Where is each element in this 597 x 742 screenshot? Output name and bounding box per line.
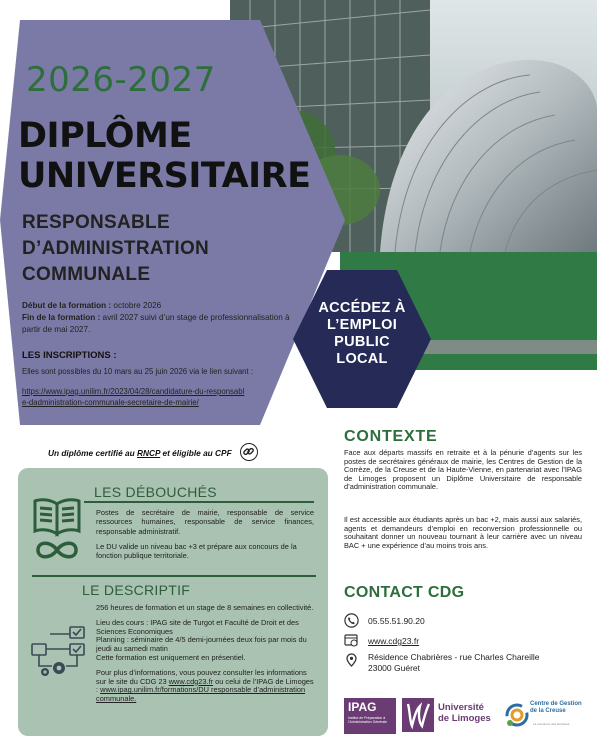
cdg-tagline: La ressource des territoires — [533, 722, 570, 726]
rncp-link[interactable]: RNCP — [136, 448, 161, 458]
universite-limoges-logo — [438, 702, 491, 724]
certification-line — [48, 448, 232, 458]
descriptif-body — [96, 604, 314, 704]
web-icon — [344, 633, 359, 648]
program-title-line2: D’ADMINISTRATION — [22, 238, 210, 259]
program-title — [22, 210, 209, 288]
banner-line4: LOCAL — [336, 351, 388, 367]
cdg-line2: de la Creuse — [530, 708, 566, 714]
certified-post: et éligible au CPF — [160, 448, 232, 458]
workflow-icon — [30, 624, 90, 680]
banner-line2: L’EMPLOI — [326, 317, 398, 333]
program-title-line1: RESPONSABLE — [22, 212, 170, 233]
ul-line2: de Limoges — [438, 713, 491, 724]
cdg-creuse-logo — [530, 701, 582, 715]
public-employment-banner — [292, 300, 432, 368]
descriptif-text-4: Cette formation est uniquement en présentiel. — [96, 652, 246, 662]
debouches-text-1: Postes de secrétaire de mairie, responsable de service ressources humaines, responsable de service finances, responsable administratif. — [96, 508, 314, 536]
universite-limoges-mark — [402, 698, 434, 732]
descriptif-divider — [32, 575, 316, 577]
phone-number[interactable]: 05.55.51.90.20 — [368, 616, 425, 626]
debouches-divider — [84, 501, 314, 503]
diploma-title — [18, 116, 311, 196]
descriptif-text-3: Planning : séminaire de 4/5 demi-journées deux fois par mois du jeudi au samedi matin — [96, 635, 307, 654]
cdg-line1: Centre de Gestion — [530, 701, 582, 707]
diploma-title-line2: UNIVERSITAIRE — [18, 156, 311, 196]
descriptif-text-2: Lieu des cours : IPAG site de Turgot et Faculté de Droit et des Sciences Economiques — [96, 617, 299, 636]
address-line2: 23000 Guéret — [368, 663, 420, 673]
end-value: avril 2027 suivi d’un stage de professionnalisation à partir de mai 2027. — [22, 313, 290, 334]
debouches-title: LES DÉBOUCHÉS — [94, 484, 217, 500]
start-value: octobre 2026 — [111, 301, 162, 310]
descriptif-text-5-pre: Pour plus d’informations, vous pouvez consulter les informations sur le site du CDG 23 — [96, 667, 307, 686]
contexte-title: CONTEXTE — [344, 428, 438, 445]
debouches-text-2: Le DU valide un niveau bac +3 et prépare aux concours de la fonction publique territoriale. — [96, 542, 297, 561]
inscriptions-heading: LES INSCRIPTIONS : — [22, 350, 117, 361]
descriptif-text-5-mid: ou celui de l’IPAG de Limoges : — [96, 676, 314, 695]
ipag-logo-name: IPAG — [348, 700, 377, 714]
inscriptions-text: Elles sont possibles du 10 mars au 25 juin 2026 via le lien suivant : — [22, 367, 254, 376]
location-pin-icon — [344, 653, 359, 668]
ipag-logo-sub: Institut de Préparation à l'Administration Générale — [348, 716, 387, 724]
descriptif-text-1: 256 heures de formation et un stage de 8 semaines en collectivité. — [96, 603, 314, 612]
inscriptions-link[interactable]: https://www.ipag.unilim.fr/2023/04/28/candidature-du-responsable-dadministration-communale-secretaire-de-mairie/ — [22, 387, 245, 407]
banner-line3: PUBLIC — [334, 334, 390, 350]
program-title-line3: COMMUNALE — [22, 264, 151, 285]
training-dates — [22, 300, 297, 336]
diploma-title-line1: DIPLÔME — [18, 116, 192, 156]
banner-line1: ACCÉDEZ À — [318, 300, 406, 316]
start-label: Début de la formation : — [22, 301, 112, 310]
contexte-text-2: Il est accessible aux étudiants après un bac +2, mais aussi aux salariés, agents et demandeurs d’emploi en reconversion professionnelle ou souhaitant donner un nouveau tournant à leur carrière avec un niveau BAC + une expérience d’au moins trois ans. — [344, 515, 582, 550]
contact-title: CONTACT CDG — [344, 584, 465, 601]
cdg23-inline-link[interactable]: www.cdg23.fr — [168, 676, 214, 686]
book-icon — [32, 496, 82, 538]
end-label: Fin de la formation : — [22, 313, 101, 322]
link-icon[interactable] — [240, 443, 258, 461]
ipag-formations-link[interactable]: www.ipag.unilim.fr/formations/DU responsable d’administration communale. — [96, 685, 306, 704]
contexte-text-1: Face aux départs massifs en retraite et à la pénurie d’agents sur les postes de secrétaires généraux de mairie, les Centres de Gestion de la Corrèze, de la Creuse et de la Haute-Vienne, en partenariat avec l’IPAG de Limoges proposent un Diplôme Universitaire de responsable d’administration communale. — [344, 448, 582, 492]
phone-icon — [344, 613, 359, 628]
infinity-icon — [34, 538, 80, 562]
address-line1: Résidence Chabrières - rue Charles Chareille — [368, 652, 540, 662]
ul-line1: Université — [438, 702, 484, 713]
certified-pre: Un diplôme certifié au — [48, 448, 137, 458]
year-label: 2026-2027 — [26, 60, 216, 100]
ipag-logo — [344, 698, 396, 734]
descriptif-title: LE DESCRIPTIF — [82, 582, 191, 598]
website-link[interactable]: www.cdg23.fr — [368, 636, 420, 646]
descriptif-text-5 — [96, 669, 314, 704]
cdg-creuse-mark — [502, 700, 532, 730]
